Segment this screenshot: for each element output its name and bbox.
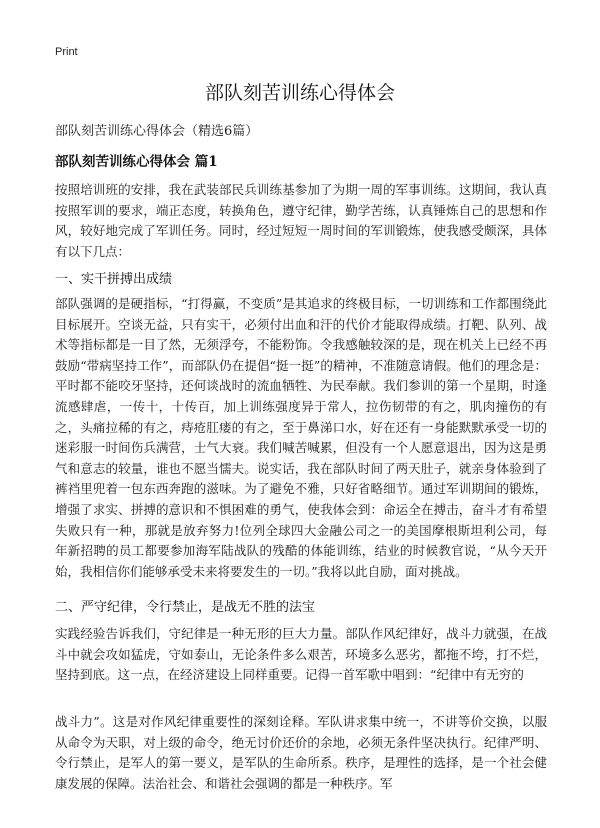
intro-paragraph: 按照培训班的安排，我在武装部民兵训练基参加了为期一周的军事训练。这期间，我认真按照军训的要求，端正态度，转换角色，遵守纪律，勤学苦练，认真锤炼自己的思想和作风，较好地完成了军训任务。同时，经过短短一周时间的军训锻炼，使我感受颇深，具体有以下几点： bbox=[55, 182, 547, 259]
section-1-paragraph: 部队强调的是硬指标，“打得赢，不变质”是其追求的终极目标，一切训练和工作都围绕此目标展开。空谈无益，只有实干，必须付出血和汗的代价才能取得成绩。打靶、队列、战术等指标都是一目了然，无须浮夸，不能粉饰。令我感触较深的是，现在机关上已经不再鼓励“带病坚持工作”，而部队仍在提倡“挺一挺”的精神，不准随意请假。他们的理念是：平时都不能咬牙坚持，还何谈战时的流血牺牲、为民奉献。我们参训的第一个星期，时逢流感肆虐，一传十，十传百，加上训练强度异于常人，拉伤韧带的有之，肌肉撞伤的有之，头痛拉稀的有之，痔疮肛瘘的有之，至于鼻涕口水，好在还有一身能默默承受一切的迷彩服一时间伤兵满营，士气大衰。我们喊苦喊累，但没有一个人愿意退出，因为这是勇气和意志的较量，谁也不愿当懦夫。说实话，我在部队时间了两天肚子，就亲身体验到了裤裆里兜着一包东西奔跑的滋味。为了避免不雅，只好省略细节。通过军训期间的锻炼，增强了求实、拼搏的意识和不惧困难的勇气，使我体会到：命运全在搏击，奋斗才有希望失败只有一种，那就是放弃努力!位列全球四大金融公司之一的美国摩根斯坦利公司，每年新招聘的员工都要参加海军陆战队的残酷的体能训练，结业的时候教官说，“从今天开始，我相信你们能够承受未来将要发生的一切。”我将以此自励，面对挑战。 bbox=[55, 296, 547, 579]
section-2-paragraph-continued: 战斗力”。这是对作风纪律重要性的深刻诠释。军队讲求集中统一，不讲等价交换，以服从命令为天职，对上级的命令，绝无讨价还价的余地，必须无条件坚决执行。纪律严明、令行禁止，是军人的第一要义，是军队的生命所系。秩序，是理性的选择，是一个社会健康发展的保障。法治社会、和谐社会强调的都是一种秩序。军 bbox=[55, 714, 547, 791]
section-1-heading: 一、实干拼搏出成绩 bbox=[55, 272, 173, 287]
section-2-paragraph: 实践经验告诉我们，守纪律是一种无形的巨大力量。部队作风纪律好，战斗力就强，在战斗中就会攻如猛虎，守如泰山，无论条件多么艰苦，环境多么恶劣，都拖不垮，打不烂，坚持到底。这一点，在经济建设上同样重要。记得一首军歌中唱到：“纪律中有无穷的 bbox=[55, 626, 547, 683]
document-subtitle: 部队刻苦训练心得体会（精选6篇） bbox=[55, 124, 259, 139]
article-heading: 部队刻苦训练心得体会 篇1 bbox=[55, 154, 218, 170]
print-label[interactable]: Print bbox=[55, 46, 78, 58]
document-title: 部队刻苦训练心得体会 bbox=[204, 82, 395, 104]
section-2-heading: 二、严守纪律，令行禁止，是战无不胜的法宝 bbox=[55, 600, 316, 615]
